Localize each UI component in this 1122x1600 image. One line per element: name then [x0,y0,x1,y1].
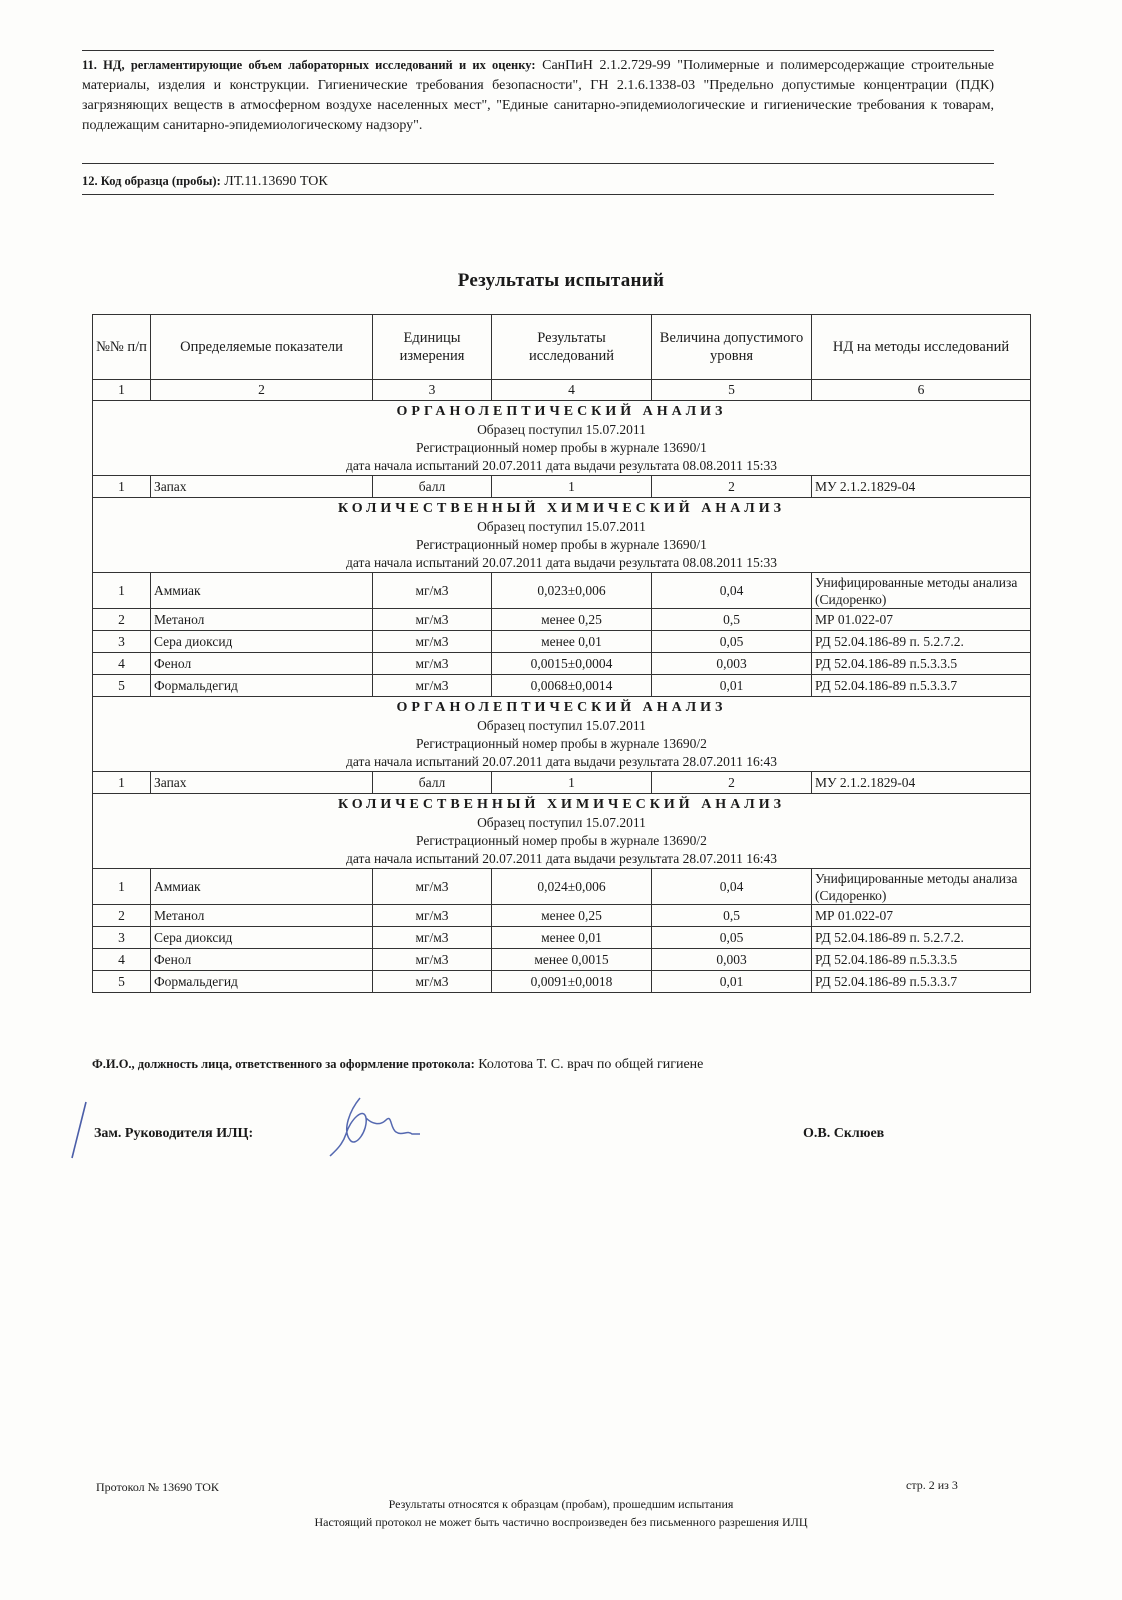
method-document: РД 52.04.186-89 п.5.3.3.7 [812,675,1031,697]
column-number: 4 [492,380,652,401]
column-number: 5 [652,380,812,401]
header-cell: Величина допустимого уровня [652,315,812,380]
registration-number: Регистрационный номер пробы в журнале 13690/2 [416,736,707,751]
section-header-row [93,401,1031,476]
section-11-label: 11. НД, регламентирующие объем лабораторных исследований и их оценку: [82,58,536,72]
section-header [93,498,1031,573]
table-row [93,869,1031,905]
row-number: 4 [93,949,151,971]
permissible-level: 2 [652,772,812,794]
table-row [93,772,1031,794]
section-title: КОЛИЧЕСТВЕННЫЙ ХИМИЧЕСКИЙ АНАЛИЗ [337,501,786,516]
table-row [93,476,1031,498]
permissible-level: 0,5 [652,609,812,631]
results-title: Результаты испытаний [457,270,665,291]
section-header [93,697,1031,772]
test-dates: дата начала испытаний 20.07.2011 дата выдачи результата 28.07.2011 16:43 [346,851,777,866]
unit: мг/м3 [373,675,492,697]
section-header-row [93,794,1031,869]
row-number: 5 [93,971,151,993]
result-value: 0,0015±0,0004 [492,653,652,675]
column-number: 6 [812,380,1031,401]
result-value: 0,024±0,006 [492,869,652,905]
method-document: РД 52.04.186-89 п. 5.2.7.2. [812,631,1031,653]
table-header-row [93,315,1031,380]
indicator-name: Аммиак [151,573,373,609]
result-value: менее 0,0015 [492,949,652,971]
responsible-person [92,1057,703,1073]
section-header [93,401,1031,476]
results-table [92,314,1031,993]
method-document: РД 52.04.186-89 п.5.3.3.5 [812,653,1031,675]
signature-label: Зам. Руководителя ИЛЦ: [94,1126,254,1141]
permissible-level: 2 [652,476,812,498]
section-header-row [93,498,1031,573]
permissible-level: 0,01 [652,971,812,993]
sample-received: Образец поступил 15.07.2011 [477,422,646,437]
result-value: менее 0,01 [492,927,652,949]
row-number: 5 [93,675,151,697]
table-row [93,609,1031,631]
indicator-name: Фенол [151,949,373,971]
unit: балл [373,772,492,794]
table-row [93,927,1031,949]
section-header-row [93,697,1031,772]
row-number: 2 [93,905,151,927]
unit: мг/м3 [373,609,492,631]
permissible-level: 0,01 [652,675,812,697]
table-row [93,905,1031,927]
column-number: 3 [373,380,492,401]
permissible-level: 0,05 [652,927,812,949]
column-number: 2 [151,380,373,401]
unit: мг/м3 [373,631,492,653]
header-cell: Определяемые показатели [151,315,373,380]
row-number: 3 [93,927,151,949]
responsible-label: Ф.И.О., должность лица, ответственного за оформление протокола: [92,1057,475,1071]
unit: мг/м3 [373,971,492,993]
indicator-name: Метанол [151,609,373,631]
handwritten-signature [320,1090,430,1160]
result-value: менее 0,25 [492,609,652,631]
section-title: ОРГАНОЛЕПТИЧЕСКИЙ АНАЛИЗ [396,404,727,419]
row-number: 4 [93,653,151,675]
result-value: 1 [492,476,652,498]
unit: мг/м3 [373,949,492,971]
section-12 [82,171,328,192]
sample-received: Образец поступил 15.07.2011 [477,718,646,733]
header-cell: №№ п/п [93,315,151,380]
signatory-name: О.В. Склюев [803,1126,885,1141]
column-number: 1 [93,380,151,401]
row-number: 1 [93,772,151,794]
sample-received: Образец поступил 15.07.2011 [477,815,646,830]
permissible-level: 0,04 [652,869,812,905]
permissible-level: 0,003 [652,949,812,971]
indicator-name: Фенол [151,653,373,675]
method-document: МР 01.022-07 [812,905,1031,927]
result-value: 1 [492,772,652,794]
section-header [93,794,1031,869]
protocol-number: Протокол № 13690 ТОК [96,1480,219,1494]
section-12-label: 12. Код образца (пробы): [82,174,221,188]
header-cell: НД на методы исследований [812,315,1031,380]
divider [82,194,994,195]
section-title: КОЛИЧЕСТВЕННЫЙ ХИМИЧЕСКИЙ АНАЛИЗ [337,797,786,812]
method-document: МР 01.022-07 [812,609,1031,631]
table-row [93,971,1031,993]
indicator-name: Запах [151,772,373,794]
unit: мг/м3 [373,927,492,949]
test-dates: дата начала испытаний 20.07.2011 дата выдачи результата 28.07.2011 16:43 [346,754,777,769]
row-number: 1 [93,869,151,905]
method-document: Унифицированные методы анализа (Сидоренко) [812,869,1031,905]
registration-number: Регистрационный номер пробы в журнале 13690/1 [416,537,707,552]
header-cell: Единицы измерения [373,315,492,380]
result-value: 0,0091±0,0018 [492,971,652,993]
registration-number: Регистрационный номер пробы в журнале 13690/1 [416,440,707,455]
indicator-name: Аммиак [151,869,373,905]
result-value: 0,0068±0,0014 [492,675,652,697]
row-number: 1 [93,476,151,498]
table-row [93,631,1031,653]
responsible-value: Колотова Т. С. врач по общей гигиене [478,1057,704,1072]
permissible-level: 0,003 [652,653,812,675]
header-cell: Результаты исследований [492,315,652,380]
test-dates: дата начала испытаний 20.07.2011 дата выдачи результата 08.08.2011 15:33 [346,555,777,570]
signature-stroke [64,1098,94,1162]
result-value: менее 0,25 [492,905,652,927]
table-row [93,949,1031,971]
indicator-name: Формальдегид [151,675,373,697]
sample-code: ЛТ.11.13690 ТОК [224,174,328,189]
unit: мг/м3 [373,653,492,675]
section-11 [82,50,994,136]
table-row [93,573,1031,609]
method-document: Унифицированные методы анализа (Сидоренко) [812,573,1031,609]
unit: мг/м3 [373,869,492,905]
permissible-level: 0,04 [652,573,812,609]
method-document: РД 52.04.186-89 п.5.3.3.7 [812,971,1031,993]
table-row [93,653,1031,675]
indicator-name: Метанол [151,905,373,927]
indicator-name: Формальдегид [151,971,373,993]
test-dates: дата начала испытаний 20.07.2011 дата выдачи результата 08.08.2011 15:33 [346,458,777,473]
divider [82,163,994,164]
method-document: РД 52.04.186-89 п. 5.2.7.2. [812,927,1031,949]
section-11-text: СанПиН 2.1.2.729-99 "Полимерные и полимерсодержащие строительные материалы, изделия и конструкции. Гигиенические требования безопасности", ГН 2.1.6.1338-03 "Предельно допустимые концентрации (ПДК) загрязняющих веществ в атмосферном воздухе населенных мест", "Единые санитарно-эпидемиологические и гигиенические требования к товарам, подлежащим санитарно-эпидемиологическому надзору". [82,58,994,133]
indicator-name: Запах [151,476,373,498]
method-document: МУ 2.1.2.1829-04 [812,476,1031,498]
footer-note: Настоящий протокол не может быть частично воспроизведен без письменного разрешения ИЛЦ [314,1515,808,1529]
row-number: 3 [93,631,151,653]
footer-note: Результаты относятся к образцам (пробам), прошедшим испытания [388,1497,734,1511]
indicator-name: Сера диоксид [151,927,373,949]
method-document: РД 52.04.186-89 п.5.3.3.5 [812,949,1031,971]
page-number: стр. 2 из 3 [906,1478,958,1492]
table-row [93,675,1031,697]
permissible-level: 0,5 [652,905,812,927]
unit: мг/м3 [373,573,492,609]
column-number-row [93,380,1031,401]
permissible-level: 0,05 [652,631,812,653]
result-value: 0,023±0,006 [492,573,652,609]
sample-received: Образец поступил 15.07.2011 [477,519,646,534]
result-value: менее 0,01 [492,631,652,653]
row-number: 2 [93,609,151,631]
row-number: 1 [93,573,151,609]
registration-number: Регистрационный номер пробы в журнале 13690/2 [416,833,707,848]
unit: мг/м3 [373,905,492,927]
unit: балл [373,476,492,498]
indicator-name: Сера диоксид [151,631,373,653]
method-document: МУ 2.1.2.1829-04 [812,772,1031,794]
section-title: ОРГАНОЛЕПТИЧЕСКИЙ АНАЛИЗ [396,700,727,715]
